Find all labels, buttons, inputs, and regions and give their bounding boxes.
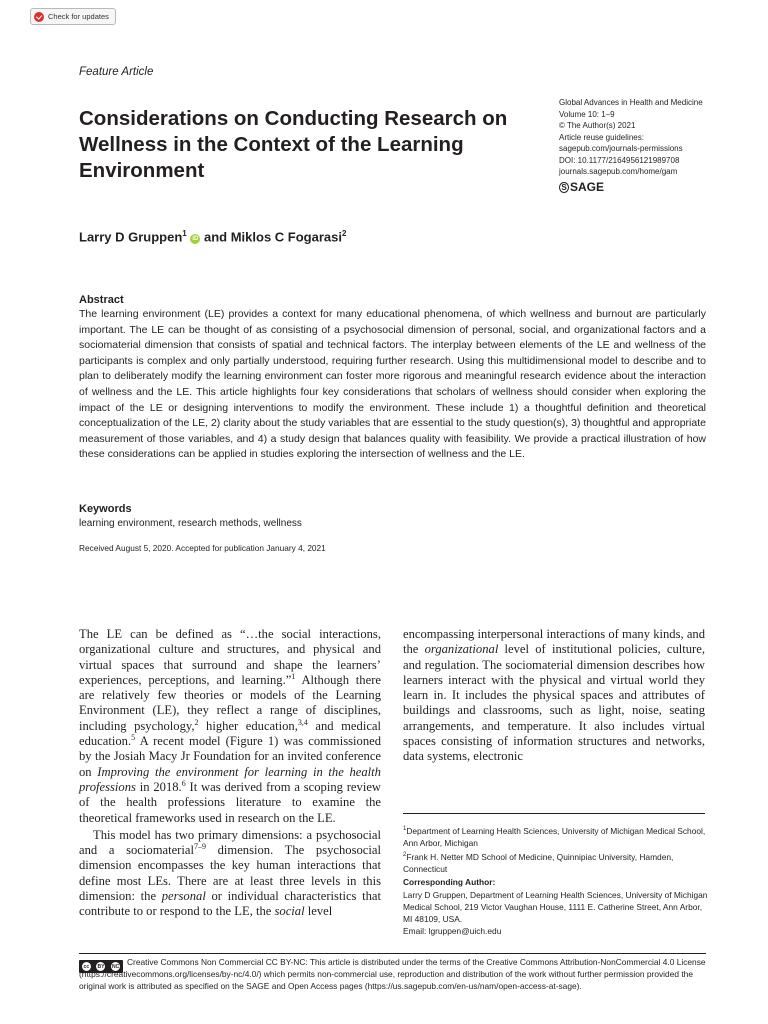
sage-logo <box>559 180 604 194</box>
cc-icon: cc <box>83 963 90 970</box>
journal-doi[interactable]: DOI: 10.1177/2164956121989708 <box>559 155 680 165</box>
footnote-divider <box>403 813 705 814</box>
text-run: A recent model (Figure 1) was commissioned by the Josiah Macy Jr Foundation for an invited conference on <box>79 734 381 779</box>
corresponding-author-heading: Corresponding Author: <box>403 877 496 888</box>
journal-home-link[interactable]: journals.sagepub.com/home/gam <box>559 167 678 176</box>
journal-info <box>559 97 734 178</box>
author-1-affiliation: 1 <box>182 229 187 238</box>
license-divider <box>79 953 706 954</box>
citation-ref[interactable]: 6 <box>181 778 186 788</box>
footnotes <box>403 823 713 937</box>
abstract-heading: Abstract <box>79 294 124 306</box>
text-run: or individual characteristics that contribute to or respond to the LE, the <box>79 889 382 919</box>
author-line <box>79 229 346 244</box>
text-run: level of institutional policies, culture, and regulation. The sociomaterial dimension describes how learners interact with the physical and virtual world they learn in. It includes the physical spaces and attributes of buildings and classrooms, such as light, noise, seating arrangements, and temperature. It also includes virtual spaces consisting of information structures and networks, data systems, electronic <box>403 642 705 764</box>
author-joiner: and <box>200 229 231 245</box>
citation-ref[interactable]: 2 <box>194 717 199 727</box>
article-title: Considerations on Conducting Research on Wellness in the Context of the Learning Environment <box>79 107 508 182</box>
body-column-right <box>403 627 705 765</box>
by-icon: BY <box>97 963 105 970</box>
text-run: and medical education. <box>79 718 381 749</box>
received-dates: Received August 5, 2020. Accepted for publication January 4, 2021 <box>79 543 326 553</box>
author-2-affiliation: 2 <box>341 229 347 238</box>
orcid-icon[interactable]: iD <box>192 236 199 243</box>
corresponding-author-text: Larry D Gruppen, Department of Learning Health Sciences, University of Michigan Medical School, 219 Victor Vaughan House, 1111 E. Catherine Street, Ann Arbor, MI 48109, USA. <box>403 889 708 925</box>
text-run: encompassing interpersonal interactions of many kinds, and the <box>403 627 705 657</box>
check-for-updates-button[interactable] <box>30 8 116 25</box>
citation-ref[interactable]: 7–9 <box>193 841 206 851</box>
citation-ref[interactable]: 1 <box>291 671 296 681</box>
sage-logo-text: SAGE <box>570 180 605 194</box>
license-statement: Creative Commons Non Commercial CC BY-NC: This article is distributed under the terms of the Creative Commons Attribution-NonCommercial 4.0 License (https://creativecommons.org/licenses/by-nc/4.0/) which permits non-commercial use, reproduction and distribution of the work without further permission provided the original work is attributed as specified on the SAGE and Open Access pages (https://us.sagepub.com/en-us/nam/open-access-at-sage). <box>79 957 706 992</box>
affiliation-marker: 2 <box>403 852 407 859</box>
checkmark-icon <box>34 12 44 22</box>
affiliation-text: Frank H. Netter MD School of Medicine, Quinnipiac University, Hamden, Connecticut <box>403 852 674 875</box>
license-text <box>79 956 719 993</box>
journal-reuse: Article reuse guidelines: <box>559 132 644 142</box>
text-run: It was derived from a scoping review of the health professions literature to examine the theoretical frameworks used in research on the LE. <box>79 779 381 825</box>
body-paragraph-3 <box>403 627 705 765</box>
body-paragraph-1 <box>79 627 381 826</box>
journal-volume: Volume 10: 1–9 <box>559 109 615 119</box>
journal-permissions-link[interactable]: sagepub.com/journals-permissions <box>559 144 683 153</box>
affiliation-marker: 1 <box>403 826 407 832</box>
text-run: Although there are relatively few theories or models of the Learning Environment (LE), they reflect a range of disciplines, including psychology, <box>79 672 381 733</box>
citation-ref[interactable]: 3,4 <box>297 717 308 727</box>
text-run: level <box>304 904 333 919</box>
affiliation-2 <box>403 849 713 875</box>
journal-copyright: © The Author(s) 2021 <box>559 121 636 130</box>
body-paragraph-2 <box>79 828 381 920</box>
author-2: Miklos C Fogarasi <box>230 229 342 245</box>
keywords-heading: Keywords <box>79 503 132 515</box>
text-run: higher education, <box>198 718 298 733</box>
abstract-text: The learning environment (LE) provides a context for many educational phenomena, of which wellness and burnout are particularly important. The LE can be thought of as consisting of a psychosocial dimension of personal, social, and organizational factors and a sociomaterial dimension that consists of spatial and technical factors. The interplay between elements of the LE and wellness of the participants is complex and only partially understood, requiring further research. Using this multidimensional model to describe and to plan to deliberately modify the learning environment can foster more rigorous and meaningful research evidence about the interaction of wellness and the LE. This article highlights four key considerations that scholars of wellness should consider when exploring the impact of the LE or designing interventions to modify the environment. These include 1) a thoughtful definition and theoretical conceptualization of the LE, 2) clarity about the study variables that are essential to the study question(s), 3) thoughtful and appropriate measurement of those variables, and 4) a study design that balances quality with feasibility. We provide a practical illustration of how these considerations can be applied in studies exploring the intersection of wellness and the LE. <box>79 308 706 461</box>
body-column-left <box>79 627 381 920</box>
journal-name: Global Advances in Health and Medicine <box>559 98 703 107</box>
nc-icon: NC <box>112 963 120 970</box>
emphasis: organizational <box>424 642 499 657</box>
check-for-updates-label: Check for updates <box>48 12 109 21</box>
author-1: Larry D Gruppen <box>79 229 183 245</box>
citation-ref[interactable]: 5 <box>131 732 136 742</box>
affiliation-1 <box>403 823 713 849</box>
text-run: The LE can be defined as “…the social interactions, organizational culture and structures, and physical and virtual spaces that surround and shape the learners’ experiences, perceptions, and learning.” <box>79 627 381 687</box>
keywords-text: learning environment, research methods, wellness <box>79 518 302 529</box>
text-run: This model has two primary dimensions: a psychosocial and a sociomaterial <box>79 827 381 858</box>
emphasis: personal <box>161 889 206 904</box>
affiliation-text: Department of Learning Health Sciences, University of Michigan Medical School, Ann Arbor, Michigan <box>403 825 706 848</box>
conference-title: Improving the environment for learning in the health professions <box>79 764 381 794</box>
sage-s-icon: S <box>559 182 569 193</box>
text-run: in 2018. <box>135 779 182 794</box>
corresponding-author-email[interactable]: Email: lgruppen@uich.edu <box>403 926 502 937</box>
emphasis: social <box>274 904 305 919</box>
section-label: Feature Article <box>79 66 154 78</box>
text-run: dimension. The psychosocial dimension encompasses the key human interactions that define most LEs. There are at least three levels in this dimension: the <box>79 843 381 904</box>
